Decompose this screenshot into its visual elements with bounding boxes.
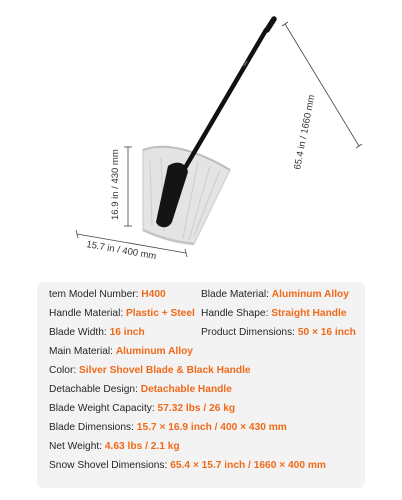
spec-blade-weight-capacity: Blade Weight Capacity: 57.32 lbs / 26 kg	[49, 403, 236, 414]
spec-model-number: tem Model Number: H400	[49, 289, 166, 300]
spec-row	[49, 307, 359, 321]
spec-shovel-dimensions: Snow Shovel Dimensions: 65.4 × 15.7 inch / 1660 × 400 mm	[49, 460, 326, 471]
spec-blade-width: Blade Width: 16 inch	[49, 327, 145, 338]
spec-row	[49, 345, 359, 359]
spec-row	[49, 364, 359, 378]
spec-color: Color: Silver Shovel Blade & Black Handle	[49, 365, 251, 376]
spec-product-dimensions: Product Dimensions: 50 × 16 inch	[201, 327, 356, 338]
length-dimension-line	[285, 24, 359, 146]
shovel-handle-icon	[185, 19, 274, 168]
spec-handle-material: Handle Material: Plastic + Steel	[49, 308, 195, 319]
spec-row	[49, 383, 359, 397]
blade-height-label: 16.9 in / 430 mm	[110, 149, 121, 220]
total-length-label: 65.4 in / 1660 mm	[292, 93, 318, 171]
spec-main-material: Main Material: Aluminum Alloy	[49, 346, 193, 357]
spec-blade-material: Blade Material: Aluminum Alloy	[201, 289, 349, 300]
spec-row	[49, 440, 359, 454]
blade-width-label: 15.7 in / 400 mm	[85, 239, 158, 263]
spec-row	[49, 421, 359, 435]
spec-row	[49, 402, 359, 416]
spec-row	[49, 459, 359, 473]
spec-detachable-design: Detachable Design: Detachable Handle	[49, 384, 232, 395]
spec-handle-shape: Handle Shape: Straight Handle	[201, 308, 347, 319]
specifications-panel	[37, 282, 365, 488]
spec-row	[49, 288, 359, 302]
spec-row	[49, 326, 359, 340]
spec-blade-dimensions: Blade Dimensions: 15.7 × 16.9 inch / 400 × 430 mm	[49, 422, 287, 433]
spec-net-weight: Net Weight: 4.63 lbs / 2.1 kg	[49, 441, 180, 452]
